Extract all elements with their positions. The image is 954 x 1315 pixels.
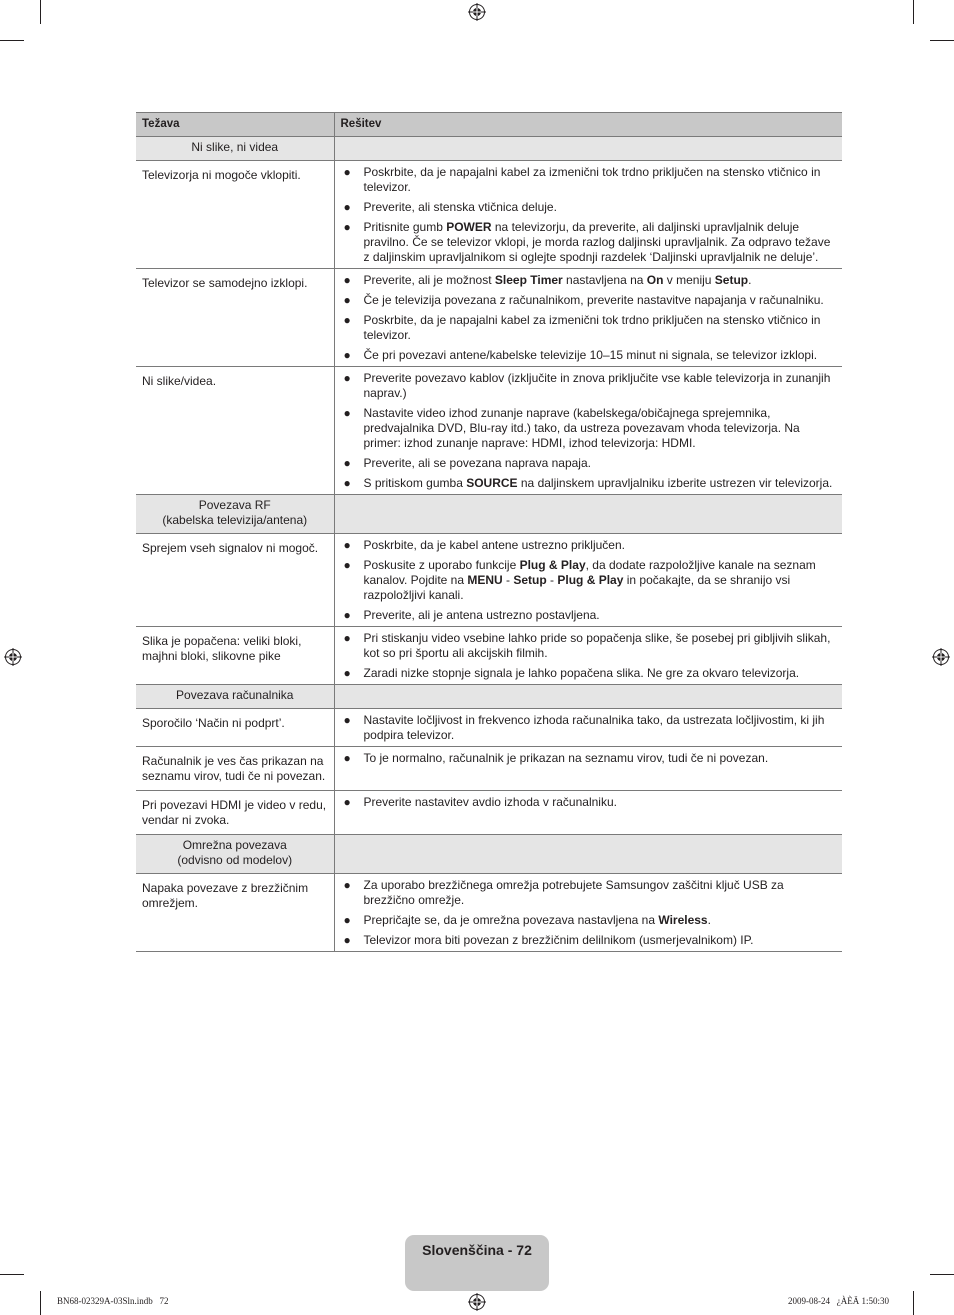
problem-cell: Sporočilo ‘Način ni podprt’. — [136, 709, 334, 747]
solution-text: Preverite povezavo kablov (izključite in znova priključite vse kable televizorja in zunanjih naprav.) — [363, 371, 831, 400]
solution-item — [341, 795, 837, 810]
solution-text: Poskrbite, da je napajalni kabel za izmenični tok trdno priključen na stensko vtičnico in televizor. — [363, 313, 821, 342]
table-row — [136, 269, 842, 367]
slug-page-number: 72 — [159, 1296, 169, 1306]
solution-keyword: MENU — [467, 573, 503, 587]
table-row — [136, 627, 842, 685]
crop-mark — [930, 1274, 954, 1275]
section-label — [136, 685, 334, 709]
solution-text: Zaradi nizke stopnje signala je lahko popačena slika. Ne gre za okvaro televizorja. — [363, 666, 800, 680]
problem-cell: Računalnik je ves čas prikazan na seznamu virov, tudi če ni povezan. — [136, 747, 334, 791]
solution-text: , da dodate razpoložljive kanale na seznam kanalov. Pojdite na — [363, 558, 816, 587]
table-row — [136, 161, 842, 269]
solution-text: Poskusite z uporabo funkcije — [363, 558, 520, 572]
section-empty-cell — [334, 685, 842, 709]
solution-keyword: On — [646, 273, 664, 287]
solution-item — [341, 476, 837, 491]
solution-item — [341, 406, 837, 451]
solution-text: Pri stiskanju video vsebine lahko pride so popačenja slike, še posebej pri gibljivih slikah, kot so pri športu ali akcijskih filmih. — [363, 631, 831, 660]
bullet-icon: ● — [343, 371, 351, 385]
solution-list — [341, 878, 837, 948]
table-header-row — [136, 113, 842, 137]
solution-list — [341, 165, 837, 265]
crop-mark — [40, 1291, 41, 1315]
solution-text: v meniju — [663, 273, 715, 287]
bullet-icon: ● — [343, 220, 351, 234]
solution-item — [341, 631, 837, 661]
registration-mark-icon — [468, 1293, 486, 1311]
solution-keyword: POWER — [446, 220, 492, 234]
bullet-icon: ● — [343, 538, 351, 552]
section-row — [136, 835, 842, 874]
solution-text: S pritiskom gumba — [363, 476, 467, 490]
crop-mark — [0, 1274, 24, 1275]
section-row — [136, 137, 842, 161]
registration-mark-icon — [4, 648, 22, 666]
solution-item — [341, 165, 837, 195]
solution-item — [341, 538, 837, 553]
crop-mark — [40, 0, 41, 24]
solution-item — [341, 220, 837, 265]
table-row — [136, 747, 842, 791]
solution-keyword: SOURCE — [466, 476, 518, 490]
solution-cell — [334, 161, 842, 269]
solution-item — [341, 713, 837, 743]
solution-item — [341, 200, 837, 215]
section-empty-cell — [334, 495, 842, 534]
solution-list — [341, 751, 837, 766]
bullet-icon: ● — [343, 406, 351, 420]
bullet-icon: ● — [343, 313, 351, 327]
solution-list — [341, 795, 837, 810]
solution-keyword: Plug & Play — [519, 558, 586, 572]
file-name-slug — [57, 1296, 169, 1306]
bullet-icon: ● — [343, 558, 351, 572]
solution-keyword: Setup — [513, 573, 547, 587]
bullet-icon: ● — [343, 273, 351, 287]
solution-text: Preverite, ali je možnost — [363, 273, 495, 287]
section-label — [136, 835, 334, 874]
solution-cell — [334, 534, 842, 627]
solution-cell — [334, 874, 842, 952]
solution-cell — [334, 747, 842, 791]
bullet-icon: ● — [343, 293, 351, 307]
table-row — [136, 791, 842, 835]
solution-text: Če je televizija povezana z računalnikom, preverite nastavitve napajanja v računalniku. — [363, 293, 824, 307]
problem-cell: Slika je popačena: veliki bloki, majhni bloki, slikovne pike — [136, 627, 334, 685]
solution-list — [341, 538, 837, 623]
solution-list — [341, 713, 837, 743]
bullet-icon: ● — [343, 933, 351, 947]
bullet-icon: ● — [343, 878, 351, 892]
bullet-icon: ● — [343, 456, 351, 470]
bullet-icon: ● — [343, 631, 351, 645]
crop-mark — [930, 40, 954, 41]
solution-item — [341, 371, 837, 401]
bullet-icon: ● — [343, 913, 351, 927]
solution-text: Preverite, ali je antena ustrezno postavljena. — [363, 608, 600, 622]
solution-text: . — [748, 273, 752, 287]
solution-item — [341, 558, 837, 603]
column-header-problem: Težava — [136, 113, 334, 137]
solution-text: nastavljena na — [562, 273, 647, 287]
solution-item — [341, 456, 837, 471]
bullet-icon: ● — [343, 713, 351, 727]
solution-text: To je normalno, računalnik je prikazan na seznamu virov, tudi če ni povezan. — [363, 751, 769, 765]
solution-cell — [334, 791, 842, 835]
solution-text: Televizor mora biti povezan z brezžičnim delilnikom (usmerjevalnikom) IP. — [363, 933, 754, 947]
bullet-icon: ● — [343, 348, 351, 362]
troubleshooting-table — [136, 112, 842, 952]
solution-item — [341, 608, 837, 623]
bullet-icon: ● — [343, 200, 351, 214]
crop-mark — [913, 1291, 914, 1315]
registration-mark-icon — [468, 3, 486, 21]
solution-item — [341, 293, 837, 308]
solution-cell — [334, 627, 842, 685]
problem-cell: Napaka povezave z brezžičnim omrežjem. — [136, 874, 334, 952]
solution-item — [341, 913, 837, 928]
solution-text: Poskrbite, da je napajalni kabel za izmenični tok trdno priključen na stensko vtičnico in televizor. — [363, 165, 821, 194]
file-name: BN68-02329A-03Sln.indb — [57, 1296, 153, 1306]
solution-keyword: Setup — [714, 273, 749, 287]
solution-text: Če pri povezavi antene/kabelske televizije 10–15 minut ni signala, se televizor izklopi. — [363, 348, 818, 362]
section-label-line: Omrežna povezava — [182, 838, 287, 852]
table-body — [136, 137, 842, 952]
solution-list — [341, 631, 837, 681]
bullet-icon: ● — [343, 795, 351, 809]
solution-cell — [334, 709, 842, 747]
registration-mark-icon — [932, 648, 950, 666]
timestamp: 2009-08-24 ¿ÀÈÄ 1:50:30 — [788, 1296, 889, 1306]
solution-item — [341, 273, 837, 288]
solution-text: - — [502, 573, 514, 587]
section-label-line: (odvisno od modelov) — [177, 853, 293, 867]
section-label — [136, 495, 334, 534]
solution-text: Pritisnite gumb — [363, 220, 447, 234]
solution-list — [341, 371, 837, 491]
bullet-icon: ● — [343, 751, 351, 765]
crop-mark — [0, 40, 24, 41]
solution-item — [341, 313, 837, 343]
solution-text: Za uporabo brezžičnega omrežja potrebujete Samsungov zaščitni ključ USB za brezžično omrežje. — [363, 878, 784, 907]
bullet-icon: ● — [343, 476, 351, 490]
solution-cell — [334, 367, 842, 495]
solution-item — [341, 666, 837, 681]
solution-keyword: Plug & Play — [557, 573, 624, 587]
solution-text: Nastavite ločljivost in frekvenco izhoda računalnika tako, da ustrezata ločljivostim, ki jih podpira televizor. — [363, 713, 825, 742]
solution-text: Preverite, ali stenska vtičnica deluje. — [363, 200, 557, 214]
bullet-icon: ● — [343, 666, 351, 680]
crop-mark — [913, 0, 914, 24]
problem-cell: Pri povezavi HDMI je video v redu, vendar ni zvoka. — [136, 791, 334, 835]
solution-item — [341, 348, 837, 363]
solution-text: Preverite nastavitev avdio izhoda v računalniku. — [363, 795, 617, 809]
section-label-line: Ni slike, ni videa — [191, 140, 279, 154]
problem-cell: Televizor se samodejno izklopi. — [136, 269, 334, 367]
section-row — [136, 495, 842, 534]
solution-text: - — [546, 573, 558, 587]
solution-text: na televizorju, da preverite, ali daljinski upravljalnik deluje pravilno. Če se televizor vklopi, je morda razlog daljinski upravljalnik. Za odpravo težave z daljinskim upravljalnikom si oglejte spodnji razdelek ‘Daljinski upravljalnik ne deluje’. — [363, 220, 831, 264]
bullet-icon: ● — [343, 165, 351, 179]
solution-keyword: Wireless — [658, 913, 708, 927]
table-row — [136, 709, 842, 747]
solution-list — [341, 273, 837, 363]
table-row — [136, 874, 842, 952]
solution-item — [341, 878, 837, 908]
solution-item — [341, 751, 837, 766]
column-header-solution: Rešitev — [334, 113, 842, 137]
solution-keyword: Sleep Timer — [494, 273, 563, 287]
section-empty-cell — [334, 835, 842, 874]
section-label-line: (kabelska televizija/antena) — [162, 513, 308, 527]
bullet-icon: ● — [343, 608, 351, 622]
table-row — [136, 534, 842, 627]
section-empty-cell — [334, 137, 842, 161]
solution-text: . — [707, 913, 711, 927]
section-row — [136, 685, 842, 709]
solution-text: in počakajte, da se shranijo vsi razpoložljivi kanali. — [363, 573, 791, 602]
page-number-tab: Slovenščina - 72 — [405, 1235, 549, 1291]
section-label — [136, 137, 334, 161]
solution-cell — [334, 269, 842, 367]
solution-text: Preverite, ali se povezana naprava napaja. — [363, 456, 591, 470]
section-label-line: Povezava računalnika — [176, 688, 294, 702]
solution-text: na daljinskem upravljalniku izberite ustrezen vir televizorja. — [517, 476, 833, 490]
problem-cell: Sprejem vseh signalov ni mogoč. — [136, 534, 334, 627]
problem-cell: Televizorja ni mogoče vklopiti. — [136, 161, 334, 269]
problem-cell: Ni slike/videa. — [136, 367, 334, 495]
table-row — [136, 367, 842, 495]
solution-item — [341, 933, 837, 948]
section-label-line: Povezava RF — [198, 498, 271, 512]
solution-text: Prepričajte se, da je omrežna povezava nastavljena na — [363, 913, 659, 927]
solution-text: Nastavite video izhod zunanje naprave (kabelskega/običajnega sprejemnika, predvajalnika DVD, Blu-ray itd.) tako, da ustreza povezavam vhoda televizorja. Na primer: izhod zunanje naprave: HDMI, izhod televizorja: HDMI. — [363, 406, 800, 450]
solution-text: Poskrbite, da je kabel antene ustrezno priključen. — [363, 538, 625, 552]
